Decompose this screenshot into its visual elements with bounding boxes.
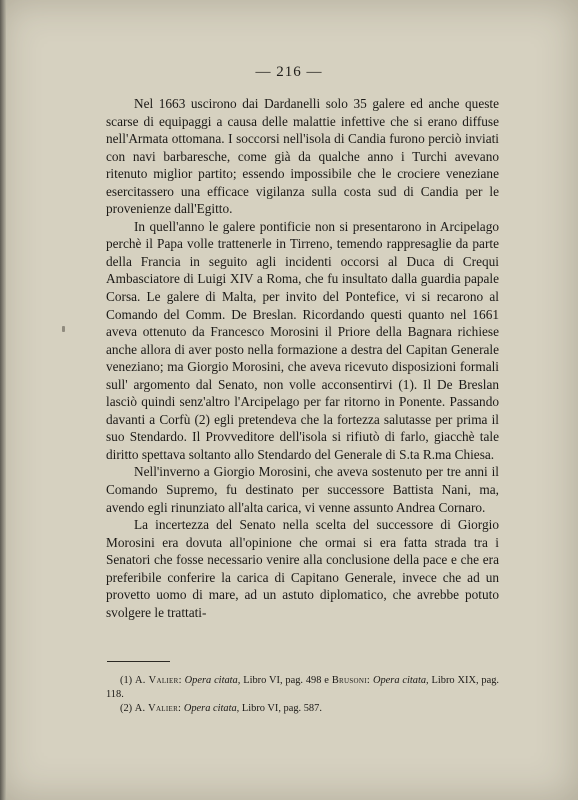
paragraph-1: Nel 1663 uscirono dai Dardanelli solo 35 galere ed anche queste scarse di equipaggi a causa delle malattie infettive che si erano diffuse nell'Armata ottomana. I soccorsi nell'isola di Candia furono perciò inviati con navi barbaresche, come già da qualche anno i Turchi avevano ritenuto miglior partito; essendo impossibile che le crociere veneziane esercitassero una efficace vigilanza sulla costa sud di Candia per le provenienze dall'Egitto. — [106, 96, 499, 217]
footnote-1 — [106, 674, 499, 702]
footnote-divider — [107, 661, 170, 662]
body-text — [106, 95, 499, 621]
margin-ink-mark — [62, 326, 65, 332]
footnote-work: Opera citata, — [183, 703, 240, 715]
paragraph-2: In quell'anno le galere pontificie non si presentarono in Arcipelago perchè il Papa volle trattenerle in Tirreno, temendo rappresaglie da parte della Francia in seguito agli incidenti occorsi al Duca di Crequi Ambasciatore di Luigi XIV a Roma, che fu insultato dalla guardia papale Corsa. Le galere di Malta, per invito del Pontefice, vi si recarono al Comando del Comm. De Breslan. Ricordando questi quanto nel 1661 aveva ottenuto da Francesco Morosini il Priore della Bagnara richiese anche allora di aver posto nella formazione a destra del Capitan Generale veneziano; ma Giorgio Morosini, che aveva ricevuto disposizioni formali sull' argomento dal Senato, non volle acconsentirvi (1). Il De Breslan lasciò quindi senz'altro l'Arcipelago per far ritorno in Ponente. Passando davanti a Corfù (2) egli pretendeva che la fortezza salutasse per prima il suo Stendardo. Il Provveditore dell'isola si rifiutò di farlo, giacchè tale diritto spettava soltanto allo Stendardo del Generale di S.ta R.ma Chiesa. — [106, 218, 499, 462]
footnotes — [106, 674, 499, 717]
footnote-reference: Libro XIX, pag. 118. — [106, 675, 500, 701]
paragraph-4: La incertezza del Senato nella scelta del successore di Giorgio Morosini era dovuta all'opinione che ormai si era fatta strada tra i Senatori che fosse necessario venire alla conclusione della pace e che era preferibile conferire la carica di Capitano Generale, invece che ad un provetto uomo di mare, ad un astuto diplomatico, che avrebbe potuto svolgere le trattati- — [106, 517, 499, 620]
footnote-reference: Libro VI, pag. 498 e — [243, 675, 329, 686]
footnote-author: A. Valier: — [134, 703, 182, 715]
footnote-work: Opera citata, — [372, 675, 429, 686]
footnote-work: Opera citata, — [184, 675, 241, 686]
footnote-marker: (2) — [120, 703, 133, 715]
paragraph-3: Nell'inverno a Giorgio Morosini, che aveva sostenuto per tre anni il Comando Supremo, fu destinato per successore Battista Nani, ma, avendo egli rinunziato all'alta carica, vi venne assunto Andrea Cornaro. — [106, 464, 499, 515]
page-number: — 216 — — [255, 64, 323, 80]
footnote-author: Brusoni: — [331, 675, 371, 686]
page-binding-edge — [0, 0, 6, 800]
footnote-marker: (1) — [120, 675, 133, 686]
footnote-reference: Libro VI, pag. 587. — [241, 703, 322, 715]
footnote-author: A. Valier: — [135, 675, 182, 686]
footnote-2 — [106, 702, 499, 716]
